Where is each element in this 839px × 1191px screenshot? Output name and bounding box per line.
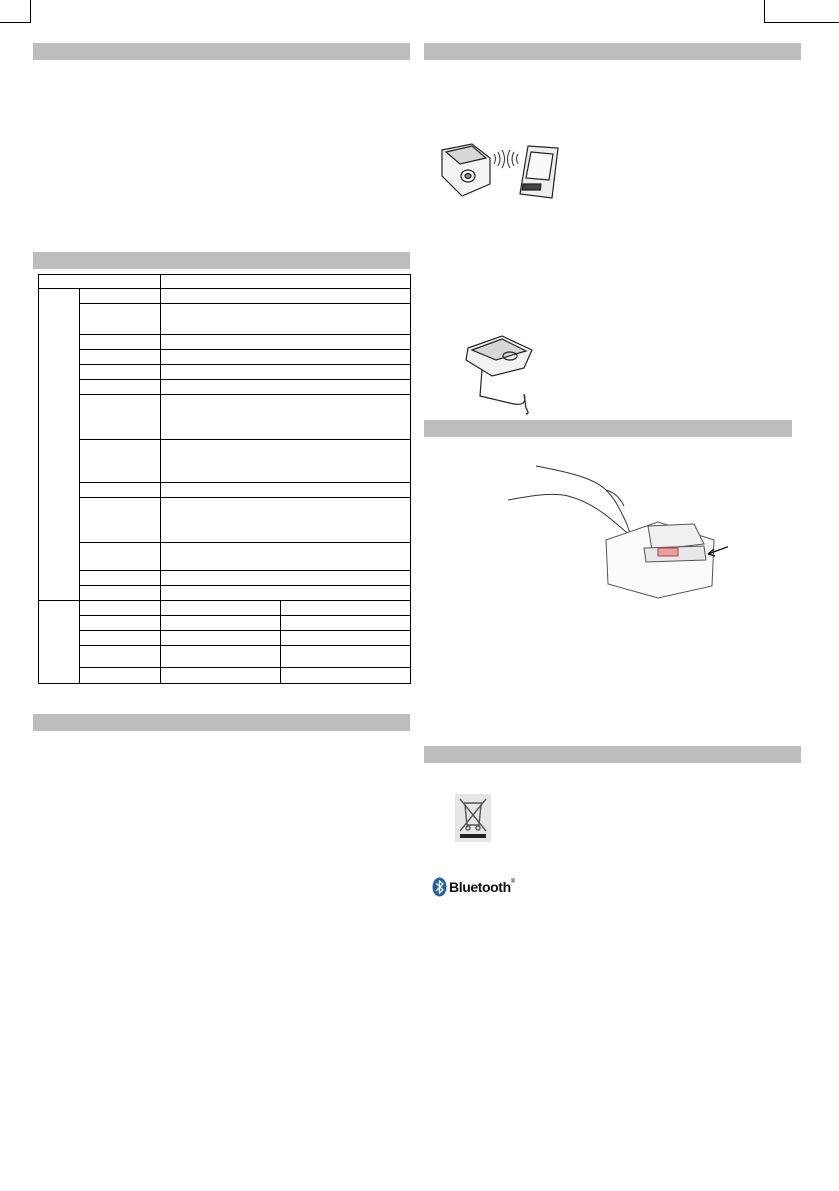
table-row	[39, 289, 411, 304]
table-row	[39, 483, 411, 498]
table-row	[39, 440, 411, 483]
section-bar-left-top	[33, 43, 410, 60]
bluetooth-registered-mark: ®	[510, 879, 516, 885]
printer-icon	[442, 144, 490, 196]
table-row	[39, 668, 411, 684]
table-value-cell	[161, 616, 281, 631]
table-row	[39, 380, 411, 395]
table-label-cell	[80, 601, 161, 616]
table-label-cell	[80, 350, 161, 365]
printer-open-icon	[606, 522, 714, 598]
weee-disposal-icon	[455, 794, 491, 842]
table-value-cell	[161, 365, 411, 380]
crop-mark-top-left	[0, 0, 31, 23]
printer-cable-illustration	[462, 330, 542, 416]
table-row	[39, 646, 411, 668]
table-value-cell	[281, 668, 411, 684]
table-value-cell	[161, 631, 281, 646]
table-label-cell	[80, 498, 161, 543]
table-value-cell	[161, 571, 411, 586]
table-value-cell	[161, 483, 411, 498]
table-row	[39, 304, 411, 335]
table-header-cell	[161, 275, 411, 289]
table-label-cell	[80, 616, 161, 631]
table-value-cell	[161, 335, 411, 350]
table-label-cell	[80, 304, 161, 335]
section-bar-connection	[424, 43, 801, 60]
wireless-connection-illustration	[432, 136, 572, 206]
table-value-cell	[161, 498, 411, 543]
table-label-cell	[80, 289, 161, 304]
table-value-cell	[161, 380, 411, 395]
table-row	[39, 365, 411, 380]
table-label-cell	[80, 631, 161, 646]
table-value-cell	[281, 601, 411, 616]
table-value-cell	[161, 304, 411, 335]
printer-icon	[466, 336, 532, 376]
table-row	[39, 335, 411, 350]
table-row	[39, 631, 411, 646]
table-value-cell	[161, 586, 411, 601]
table-label-cell	[80, 668, 161, 684]
table-group-cell	[39, 601, 80, 684]
table-value-cell	[161, 646, 281, 668]
section-bar-left-bottom	[33, 714, 410, 731]
bluetooth-logo-text: Bluetooth	[449, 879, 511, 895]
table-value-cell	[281, 616, 411, 631]
table-header-cell	[39, 275, 161, 289]
table-value-cell	[161, 668, 281, 684]
table-value-cell	[161, 601, 281, 616]
table-label-cell	[80, 380, 161, 395]
table-label-cell	[80, 395, 161, 440]
table-value-cell	[161, 289, 411, 304]
table-label-cell	[80, 440, 161, 483]
table-row	[39, 586, 411, 601]
table-row	[39, 543, 411, 571]
table-value-cell	[161, 350, 411, 365]
section-bar-specifications	[33, 252, 410, 269]
hand-icon	[508, 466, 638, 544]
table-label-cell	[80, 483, 161, 498]
table-label-cell	[80, 646, 161, 668]
table-label-cell	[80, 571, 161, 586]
pda-icon	[520, 146, 558, 198]
table-value-cell	[161, 395, 411, 440]
table-label-cell	[80, 543, 161, 571]
section-bar-paper-roll	[424, 420, 792, 437]
table-row	[39, 350, 411, 365]
table-value-cell	[161, 543, 411, 571]
paper-loading-illustration	[508, 462, 728, 600]
table-value-cell	[281, 646, 411, 668]
wireless-signal-icon	[494, 150, 518, 168]
table-value-cell	[161, 440, 411, 483]
table-header-row	[39, 275, 411, 289]
table-value-cell	[281, 631, 411, 646]
table-label-cell	[80, 365, 161, 380]
section-bar-disposal	[424, 746, 801, 763]
table-row	[39, 498, 411, 543]
table-label-cell	[80, 586, 161, 601]
table-row	[39, 571, 411, 586]
cable-icon	[480, 370, 528, 414]
table-label-cell	[80, 335, 161, 350]
table-row	[39, 601, 411, 616]
specification-table	[38, 274, 411, 684]
bluetooth-icon	[432, 877, 447, 897]
crop-mark-top-right	[764, 0, 839, 23]
bluetooth-logo	[432, 877, 515, 897]
table-row	[39, 395, 411, 440]
table-group-cell	[39, 289, 80, 601]
table-row	[39, 616, 411, 631]
